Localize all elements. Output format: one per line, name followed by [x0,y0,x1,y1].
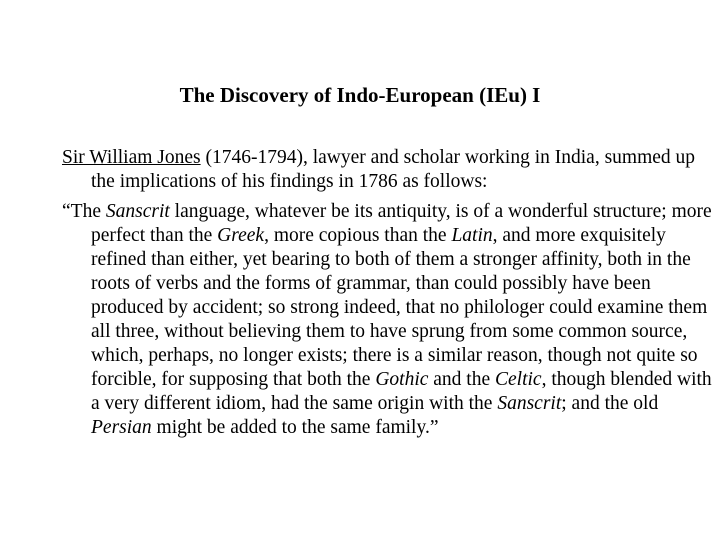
intro-text: (1746-1794), lawyer and scholar working in India, summed up the implications of his findings in 1786 as follows: [91,147,696,192]
quote-text-segment: ; and the old [561,393,659,414]
slide-body [62,146,712,446]
quote-italic-term: Latin [451,225,493,246]
quote-text-segment: , more copious than the [264,225,452,246]
quote-italic-term: Sanscrit [497,393,562,414]
quote-text-segment: and the [428,369,496,390]
quote-text-segment: “The [62,201,106,222]
quote-italic-term: Greek [217,225,265,246]
quote-italic-term: Gothic [375,369,429,390]
quote-text-segment: might be added to the same family.” [151,417,439,438]
quote-text-segment: , and more exquisitely refined than either, yet bearing to both of them a stronger affinity, both in the roots of verbs and the forms of grammar, than could possibly have been produced by accident; so strong indeed, that no philologer could examine them all three, without believing them to have sprung from some common source, which, perhaps, no longer exists; there is a similar reason, though not quite so forcible, for supposing that both the [91,225,708,390]
quote-text-segment: , though blended with a very different idiom, had the same origin with the [91,369,712,414]
quote-text-segment: language, whatever be its antiquity, is of a wonderful structure; more perfect than the [91,201,712,246]
quote-paragraph [62,200,712,440]
slide-title: The Discovery of Indo-European (IEu) I [179,83,541,107]
intro-paragraph [62,146,712,194]
quote-italic-term: Persian [91,417,152,438]
author-name-link[interactable]: Sir William Jones [62,147,201,168]
quote-italic-term: Sanscrit [105,201,170,222]
quote-italic-term: Celtic [495,369,542,390]
